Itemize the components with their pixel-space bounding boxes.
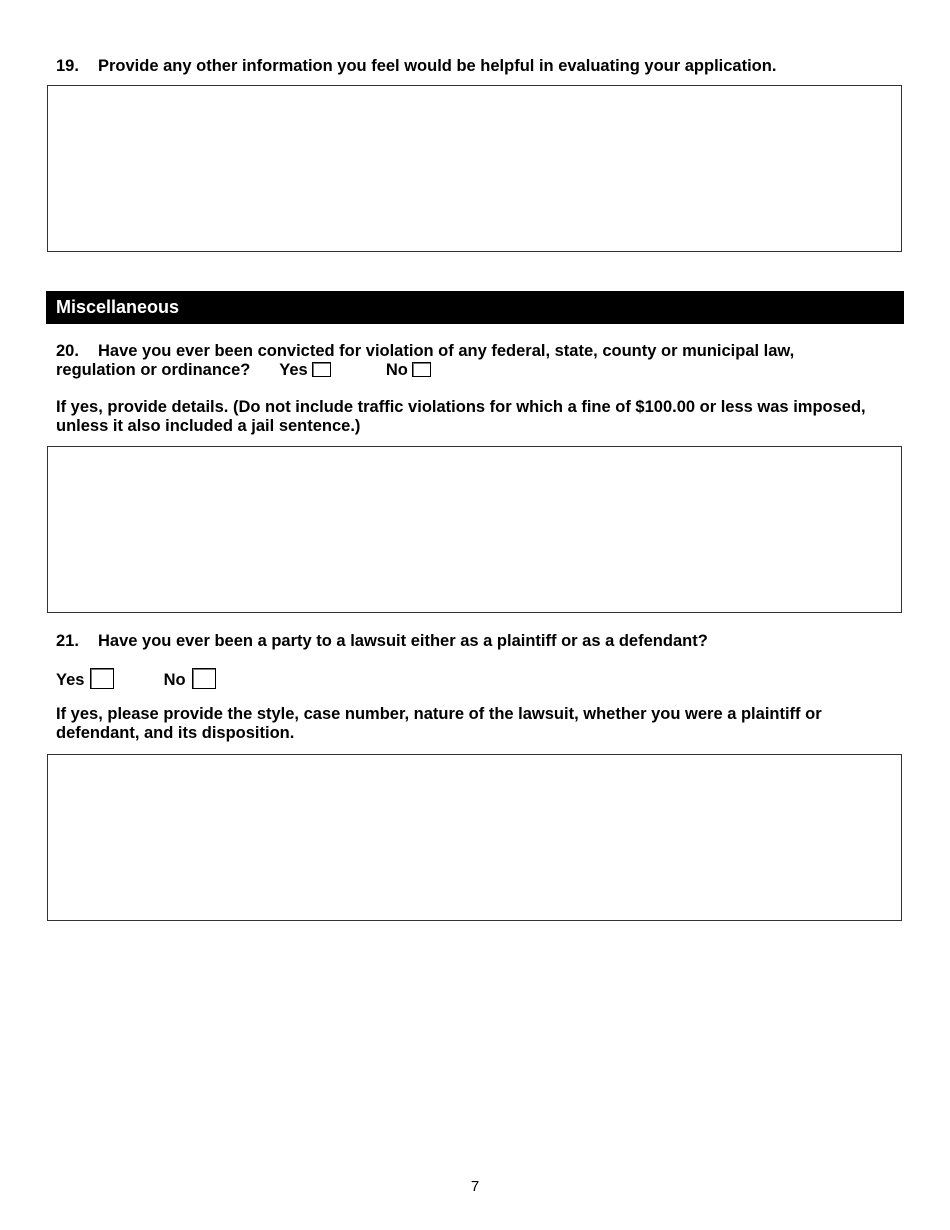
question-19-answer-box[interactable] bbox=[47, 85, 902, 252]
question-20-details-line-1: If yes, provide details. (Do not include traffic violations for which a fine of $100.00 or less was imposed, bbox=[56, 398, 866, 416]
question-20-text-line-2: regulation or ordinance? bbox=[56, 361, 251, 379]
question-20-details-instructions bbox=[56, 398, 866, 436]
question-19 bbox=[56, 57, 776, 76]
question-21 bbox=[56, 632, 708, 651]
question-21-details-line-2: defendant, and its disposition. bbox=[56, 724, 295, 742]
question-20-line-2 bbox=[56, 361, 794, 380]
question-20-no-label: No bbox=[385, 361, 408, 379]
question-20-details-line-2: unless it also included a jail sentence.) bbox=[56, 417, 361, 435]
page-number: 7 bbox=[470, 1178, 480, 1195]
question-21-no-checkbox[interactable] bbox=[192, 668, 216, 689]
question-19-number: 19. bbox=[56, 57, 79, 75]
question-20-number: 20. bbox=[56, 342, 79, 360]
question-21-no-label: No bbox=[163, 671, 186, 689]
question-20-yes-checkbox[interactable] bbox=[312, 362, 331, 377]
section-header-miscellaneous: Miscellaneous bbox=[46, 291, 904, 324]
question-21-details-line-1: If yes, please provide the style, case number, nature of the lawsuit, whether you were a plaintiff or bbox=[56, 705, 822, 723]
question-20 bbox=[56, 342, 794, 380]
question-21-yes-label: Yes bbox=[56, 671, 85, 689]
question-20-answer-box[interactable] bbox=[47, 446, 902, 613]
question-20-line-1 bbox=[56, 342, 794, 361]
question-20-no-checkbox[interactable] bbox=[412, 362, 431, 377]
question-20-yes-label: Yes bbox=[279, 361, 308, 379]
question-21-yes-checkbox[interactable] bbox=[90, 668, 114, 689]
question-21-text: Have you ever been a party to a lawsuit either as a plaintiff or as a defendant? bbox=[98, 632, 708, 650]
question-20-text-line-1: Have you ever been convicted for violation of any federal, state, county or municipal law, bbox=[98, 342, 795, 360]
question-19-text: Provide any other information you feel would be helpful in evaluating your application. bbox=[98, 57, 777, 75]
question-21-options bbox=[56, 668, 216, 690]
question-21-number: 21. bbox=[56, 632, 79, 650]
question-21-answer-box[interactable] bbox=[47, 754, 902, 921]
question-21-details-instructions bbox=[56, 705, 822, 743]
